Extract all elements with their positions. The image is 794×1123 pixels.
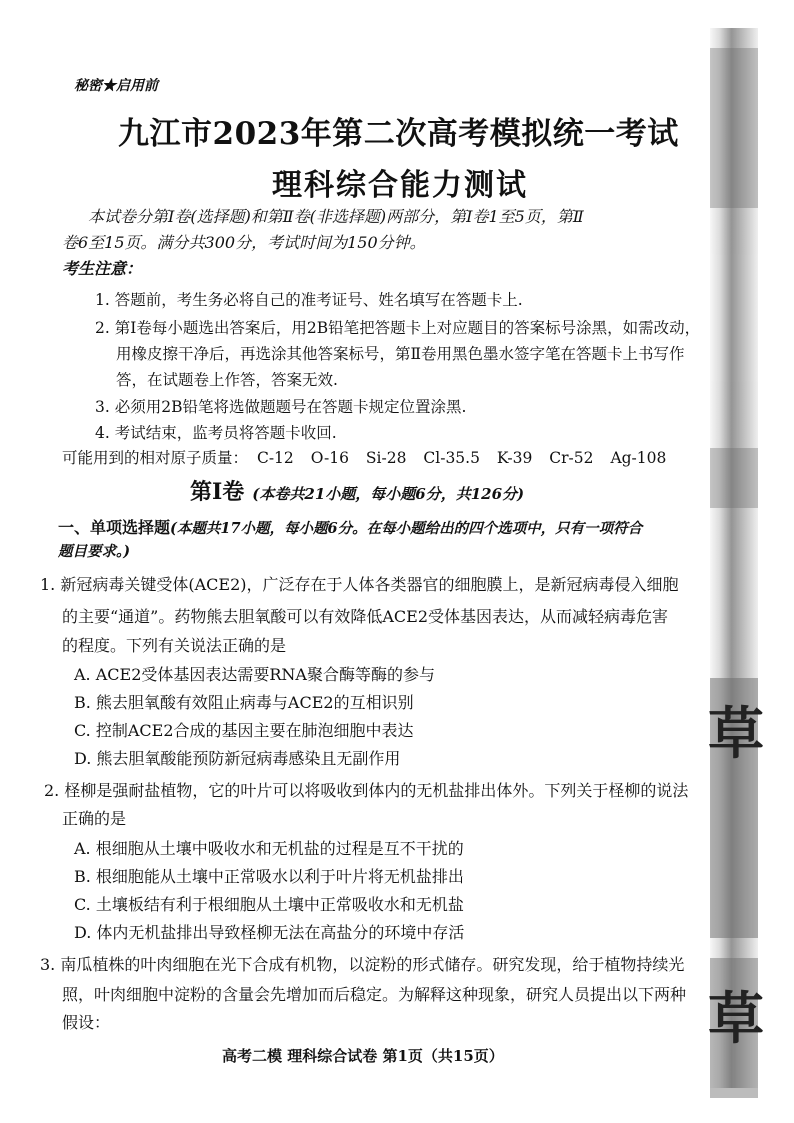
atomic-mass-value: C-12	[256, 449, 294, 467]
question-3-line: 3. 南瓜植株的叶肉细胞在光下合成有机物，以淀粉的形式储存。研究发现，给于植物持续光	[40, 955, 685, 974]
notice-item-2: 2. 第Ⅰ卷每小题选出答案后，用2B铅笔把答题卡上对应题目的答案标号涂黑，如需改动，	[95, 319, 701, 337]
atomic-masses-label: 可能用到的相对原子质量：	[62, 449, 249, 467]
question-2-line: 2. 柽柳是强耐盐植物，它的叶片可以将吸收到体内的无机盐排出体外。下列关于柽柳的说法	[44, 781, 689, 800]
atomic-mass-value: Cl-35.5	[423, 449, 480, 467]
question-2-option-d: D. 体内无机盐排出导致柽柳无法在高盐分的环境中存活	[74, 923, 465, 942]
notice-item-2-cont: 答，在试题卷上作答，答案无效.	[116, 371, 338, 389]
question-1-option-a: A. ACE2受体基因表达需要RNA聚合酶等酶的参与	[74, 665, 435, 684]
question-1-option-c: C. 控制ACE2合成的基因主要在肺泡细胞中表达	[74, 721, 414, 740]
section-desc-cont: 题目要求。)	[58, 543, 131, 560]
notice-item-1: 1. 答题前，考生务必将自己的准考证号、姓名填写在答题卡上.	[95, 291, 523, 309]
strip-mark-1: 草	[708, 701, 764, 767]
binding-strip	[710, 28, 758, 1088]
atomic-mass-value: O-16	[310, 449, 349, 467]
atomic-mass-value: Cr-52	[549, 449, 594, 467]
page-footer: 高考二模 理科综合试卷 第1页（共15页）	[222, 1047, 504, 1065]
question-1-line: 的程度。下列有关说法正确的是	[62, 636, 287, 655]
section-desc: (本题共17小题，每小题6分。在每小题给出的四个选项中，只有一项符合	[170, 520, 643, 537]
notice-item-3: 3. 必须用2B铅笔将选做题题号在答题卡规定位置涂黑.	[95, 398, 467, 416]
secret-label: 秘密★启用前	[74, 78, 158, 94]
exam-title: 九江市2023年第二次高考模拟统一考试	[118, 116, 679, 152]
intro-line-2: 卷6至15页。满分共300分，考试时间为150分钟。	[62, 233, 426, 252]
question-3-line: 照，叶肉细胞中淀粉的含量会先增加而后稳定。为解释这种现象，研究人员提出以下两种	[62, 985, 687, 1004]
notice-heading: 考生注意：	[62, 259, 143, 278]
question-1-line: 1. 新冠病毒关键受体(ACE2)，广泛存在于人体各类器官的细胞膜上，是新冠病毒侵入细胞	[40, 575, 679, 594]
intro-line-1: 本试卷分第Ⅰ卷(选择题)和第Ⅱ卷(非选择题)两部分，第Ⅰ卷1至5页，第Ⅱ	[88, 207, 584, 226]
question-2-option-c: C. 土壤板结有利于根细胞从土壤中正常吸收水和无机盐	[74, 895, 464, 914]
atomic-mass-value: K-39	[496, 449, 533, 467]
notice-item-2-cont: 用橡皮擦干净后，再选涂其他答案标号，第Ⅱ卷用黑色墨水签字笔在答题卡上书写作	[116, 345, 685, 363]
question-3-line: 假设：	[62, 1013, 111, 1032]
question-2-line: 正确的是	[62, 809, 127, 828]
atomic-masses	[62, 446, 678, 468]
volume-heading	[190, 475, 524, 506]
question-1-option-d: D. 熊去胆氧酸能预防新冠病毒感染且无副作用	[74, 749, 401, 768]
section-heading	[58, 515, 642, 538]
notice-item-4: 4. 考试结束，监考员将答题卡收回.	[95, 424, 337, 442]
volume-title: 第Ⅰ卷	[190, 479, 245, 505]
question-1-option-b: B. 熊去胆氧酸有效阻止病毒与ACE2的互相识别	[74, 693, 414, 712]
question-1-line: 的主要“通道”。药物熊去胆氧酸可以有效降低ACE2受体基因表达，从而减轻病毒危害	[62, 607, 669, 626]
strip-mark-2: 草	[708, 986, 764, 1052]
atomic-mass-value: Ag-108	[610, 449, 667, 467]
question-2-option-b: B. 根细胞能从土壤中正常吸水以利于叶片将无机盐排出	[74, 867, 464, 886]
atomic-mass-value: Si-28	[365, 449, 407, 467]
section-title: 一、单项选择题	[58, 518, 171, 537]
exam-subtitle: 理科综合能力测试	[272, 168, 528, 203]
volume-note: (本卷共21小题，每小题6分，共126分)	[252, 485, 525, 503]
question-2-option-a: A. 根细胞从土壤中吸收水和无机盐的过程是互不干扰的	[74, 839, 464, 858]
